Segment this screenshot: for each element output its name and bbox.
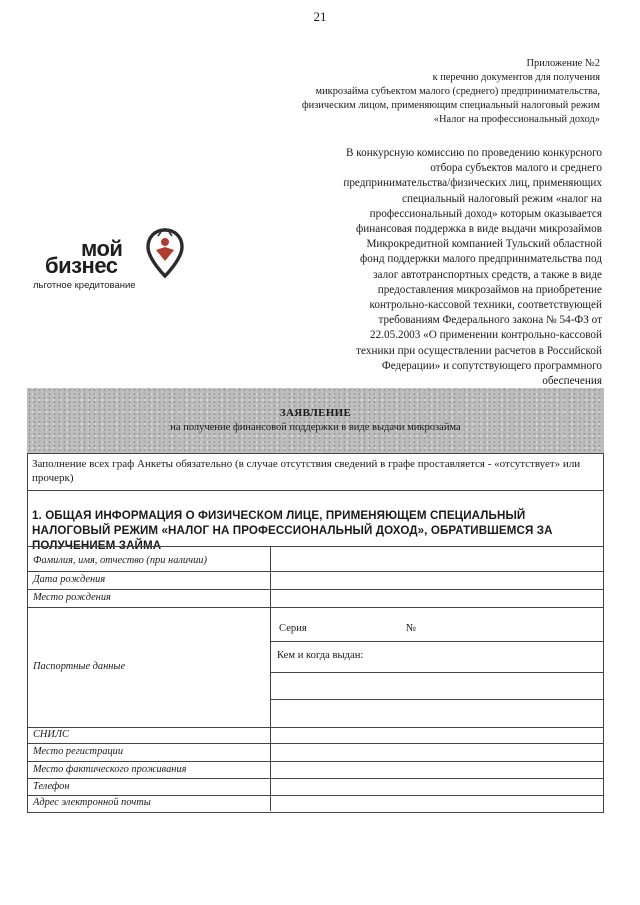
row-divider	[28, 795, 603, 796]
passport-divider	[270, 699, 603, 700]
addressee-line: В конкурсную комиссию по проведению конкурсного	[346, 147, 602, 159]
logo-subtitle: льготное кредитование	[33, 280, 136, 291]
row-divider	[28, 607, 603, 608]
field-label-email: Адрес электронной почты	[33, 797, 151, 808]
addressee-line: специальный налоговый режим «налог на	[402, 192, 602, 205]
passport-divider	[270, 672, 603, 673]
field-label-passport: Паспортные данные	[33, 661, 126, 672]
field-label-residence: Место фактического проживания	[33, 764, 187, 775]
row-divider	[28, 727, 603, 728]
row-divider	[28, 571, 603, 572]
appendix-line: к перечню документов для получения	[432, 72, 600, 83]
field-label-registration: Место регистрации	[33, 746, 124, 757]
logo-word-2: бизнес	[45, 253, 118, 278]
page-number: 21	[313, 9, 327, 24]
passport-number-label: №	[406, 623, 417, 634]
addressee-block	[302, 146, 602, 389]
addressee-line: Федерации» и сопутствующего программного	[381, 359, 602, 372]
addressee-line: техники при осуществлении расчетов в Российской	[356, 344, 602, 357]
field-label-phone: Телефон	[33, 781, 70, 792]
addressee-line: Микрокредитной компанией Тульский областной	[366, 238, 602, 251]
addressee-line: залог автотранспортных средств, а также в виде	[373, 268, 602, 281]
passport-divider	[270, 641, 603, 642]
section-title: 1. ОБЩАЯ ИНФОРМАЦИЯ О ФИЗИЧЕСКОМ ЛИЦЕ, ПРИМЕНЯЮЩЕМ СПЕЦИАЛЬНЫЙ НАЛОГОВЫЙ РЕЖИМ «НАЛОГ НА ПРОФЕССИОНАЛЬНЫЙ ДОХОД», ОБРАТИВШЕМСЯ ЗА ПОЛУЧЕНИЕМ ЗАЙМА	[32, 509, 553, 552]
addressee-line: отбора субъектов малого и среднего	[430, 162, 602, 175]
appendix-line: «Налог на профессиональный доход»	[433, 114, 600, 125]
row-divider	[28, 546, 603, 547]
row-divider	[28, 778, 603, 779]
row-divider	[28, 761, 603, 762]
addressee-line: требованиям Федерального закона № 54-ФЗ от	[378, 314, 602, 327]
form-title: ЗАЯВЛЕНИЕ	[279, 407, 352, 419]
field-label-birth-date: Дата рождения	[33, 574, 106, 585]
appendix-line: Приложение №2	[526, 58, 600, 69]
column-divider	[270, 546, 271, 811]
row-divider	[28, 589, 603, 590]
logo-word-1: мой	[81, 236, 123, 261]
application-form	[27, 388, 604, 813]
appendix-line: микрозайма субъектом малого (среднего) предпринимательства,	[315, 86, 600, 97]
addressee-line: контрольно-кассовой техники, соответствующей	[369, 299, 602, 312]
location-pin-person-icon	[145, 228, 185, 280]
form-note: Заполнение всех граф Анкеты обязательно (в случае отсутствия сведений в графе проставляется - «отсутствует» или прочерк)	[27, 453, 604, 491]
moy-biznes-logo	[31, 228, 191, 298]
appendix-line: физическим лицом, применяющим специальный налоговый режим	[301, 100, 600, 111]
section-general-info	[27, 491, 604, 813]
addressee-line: предоставления микрозаймов на приобретение	[377, 283, 602, 296]
row-divider	[28, 743, 603, 744]
field-label-birth-place: Место рождения	[33, 592, 111, 603]
addressee-line: фонд поддержки малого предпринимательства под	[360, 253, 602, 266]
passport-series-label: Серия	[279, 623, 307, 634]
addressee-line: финансовая поддержка в виде выдачи микрозаймов	[356, 223, 602, 236]
appendix-header	[260, 57, 600, 127]
form-header-band	[27, 388, 604, 453]
addressee-line: 22.05.2003 «О применении контрольно-кассовой	[370, 329, 602, 342]
addressee-line: обеспечения	[542, 375, 602, 388]
field-label-fio: Фамилия, имя, отчество (при наличии)	[33, 555, 207, 566]
addressee-line: предпринимательства/физических лиц, применяющих	[343, 177, 602, 190]
addressee-line: профессиональный доход» которым оказывается	[369, 207, 602, 220]
field-label-snils: СНИЛС	[33, 729, 69, 740]
form-subtitle: на получение финансовой поддержки в виде выдачи микрозайма	[170, 422, 461, 433]
passport-issued-label: Кем и когда выдан:	[277, 650, 364, 661]
